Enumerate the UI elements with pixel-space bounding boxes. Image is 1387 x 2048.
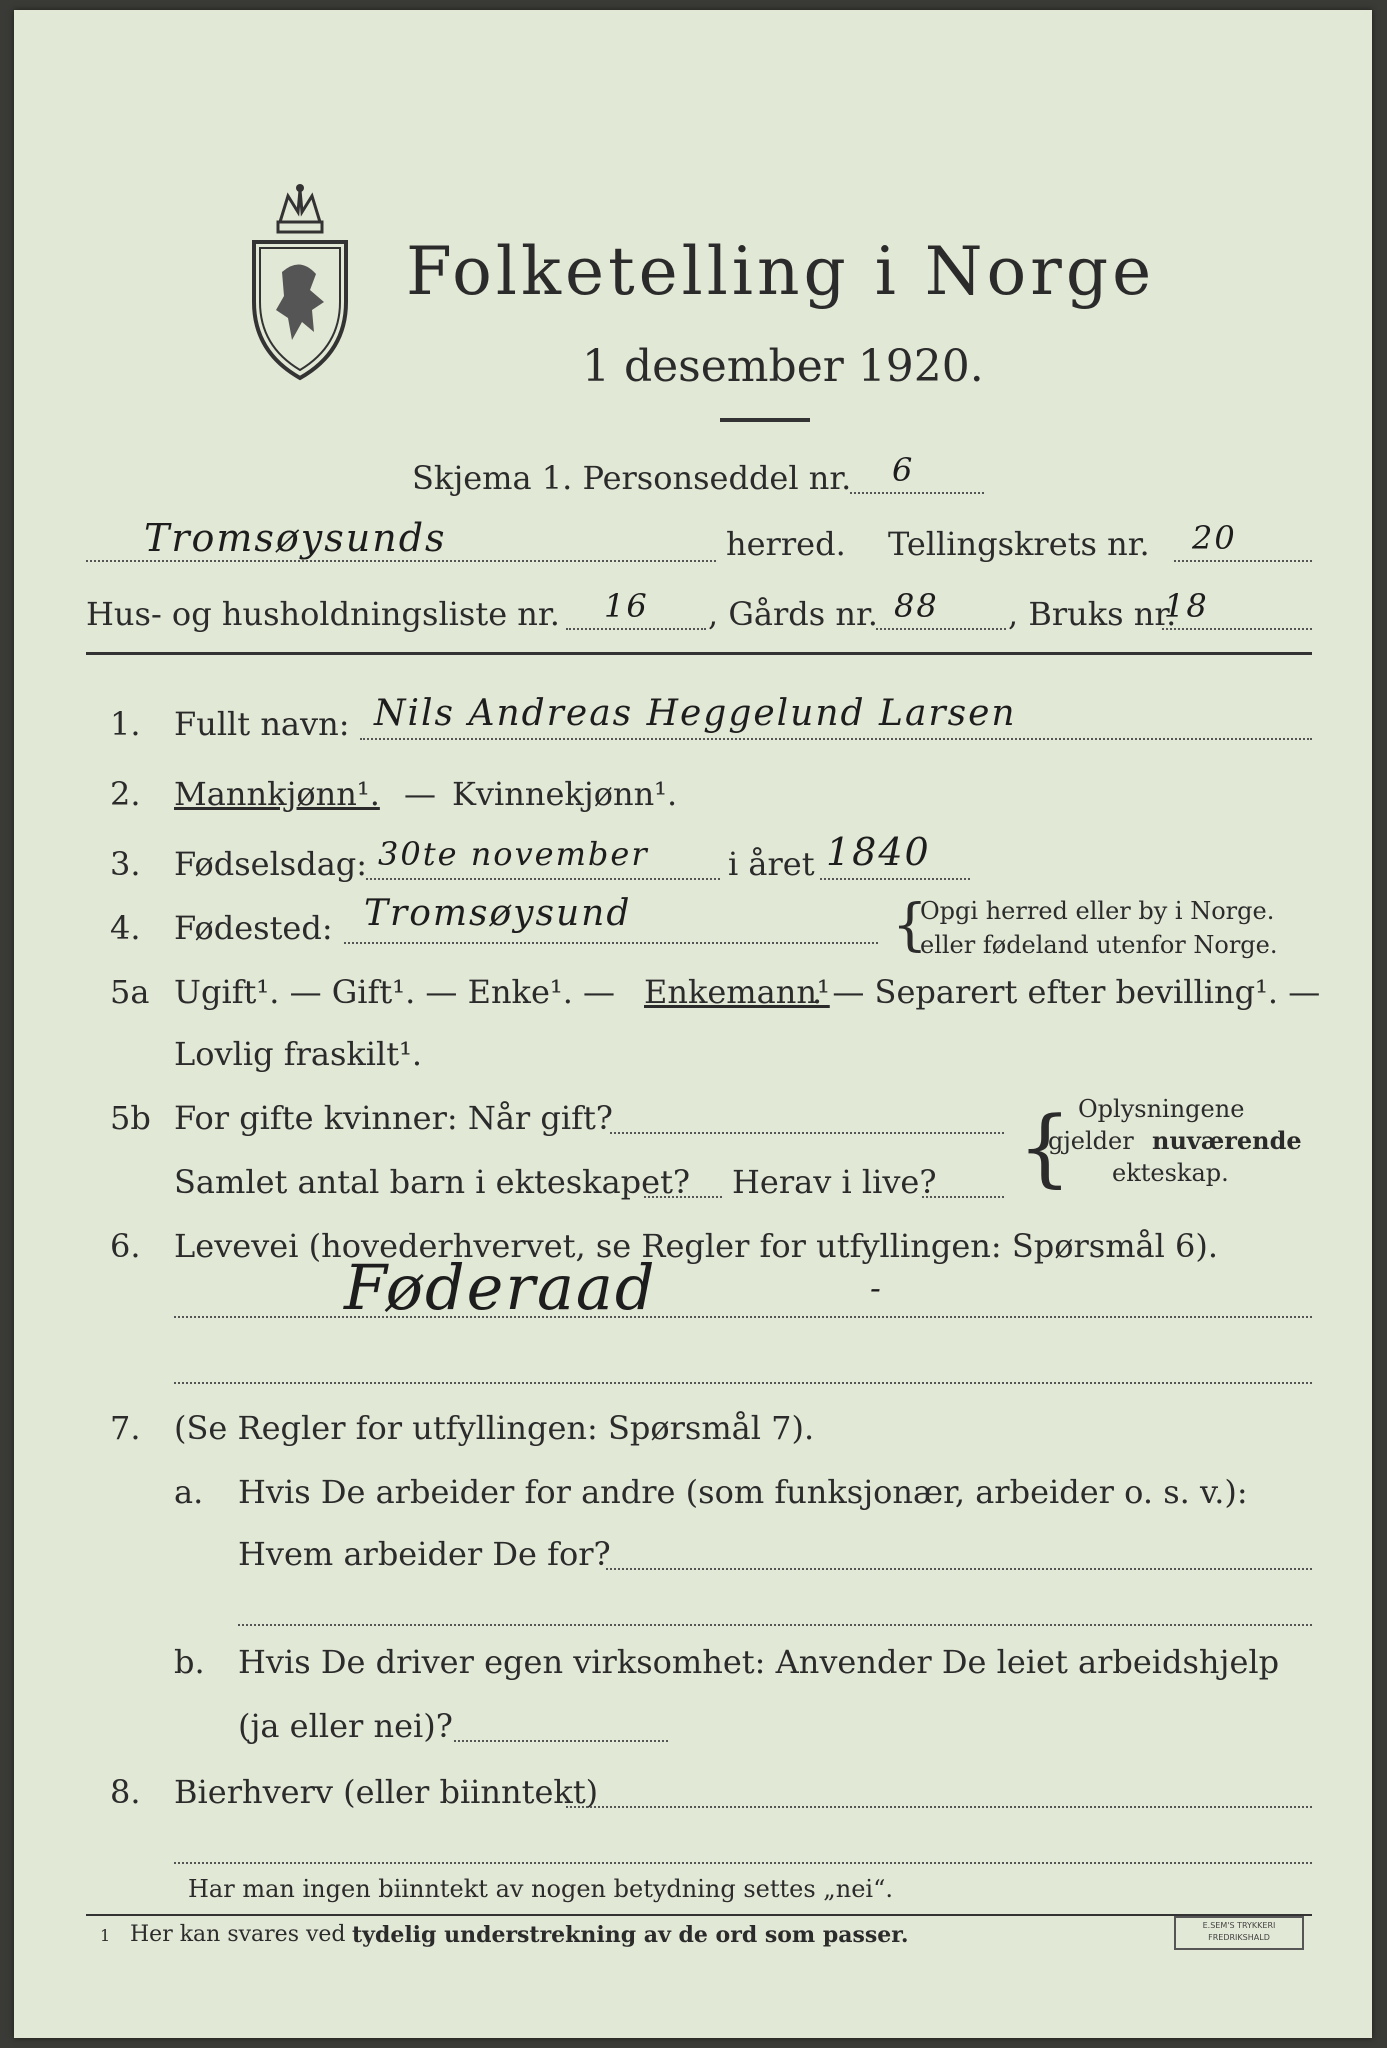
gards-label: , Gårds nr. xyxy=(708,595,878,633)
q7b-line xyxy=(454,1740,668,1742)
husliste-value: 16 xyxy=(604,587,649,625)
q5b-note-2b: nuværende xyxy=(1152,1126,1302,1155)
bruks-value: 18 xyxy=(1164,587,1209,625)
tellingskrets-line xyxy=(1174,560,1312,562)
footnote-text-1: Her kan svares ved xyxy=(130,1922,346,1947)
enkemann-option: Enkemann¹ xyxy=(644,973,830,1011)
q8-number: 8. xyxy=(110,1773,141,1811)
q8-label: Bierhverv (eller biinntekt) xyxy=(174,1773,599,1811)
personseddel-nr: 6 xyxy=(892,451,915,489)
q4-label: Fødested: xyxy=(174,909,333,947)
form-title: Folketelling i Norge xyxy=(406,233,1156,310)
norway-coat-of-arms-icon xyxy=(240,182,360,382)
q6-line-2 xyxy=(174,1382,1312,1384)
footnote-rule xyxy=(86,1914,1312,1916)
husliste-line xyxy=(566,628,706,630)
mannkjonn-option: Mannkjønn¹. xyxy=(174,775,380,813)
herred-line xyxy=(86,560,716,562)
q7a-text-2: Hvem arbeider De for? xyxy=(238,1535,611,1573)
herred-label: herred. xyxy=(726,525,846,563)
birth-place: Tromsøysund xyxy=(364,893,632,934)
aret-label: i året xyxy=(728,845,815,883)
q6-line-1 xyxy=(174,1316,1312,1318)
q3-number: 3. xyxy=(110,845,141,883)
birth-day: 30te november xyxy=(378,835,649,873)
q5a-number: 5a xyxy=(110,973,150,1011)
footnote-number: 1 xyxy=(100,1926,111,1945)
q7-label: (Se Regler for utfyllingen: Spørsmål 7). xyxy=(174,1409,815,1447)
q8-line-2 xyxy=(174,1862,1312,1864)
title-divider xyxy=(720,418,810,422)
q5b-when-married: For gifte kvinner: Når gift? xyxy=(174,1099,613,1137)
printer-stamp-line-1: E.SEM'S TRYKKERI xyxy=(1202,1921,1276,1930)
occupation: Føderaad xyxy=(344,1251,657,1324)
footnote-text-2: tydelig understrekning av de ord som passer. xyxy=(352,1922,909,1948)
bruks-line xyxy=(1162,628,1312,630)
q7b-letter: b. xyxy=(174,1643,205,1681)
q5a-options-3: Lovlig fraskilt¹. xyxy=(174,1035,423,1073)
aret-line xyxy=(820,878,970,880)
census-form xyxy=(14,10,1372,2038)
q5b-alive-line xyxy=(922,1196,1004,1198)
q6-label: Levevei (hovederhvervet, se Regler for utfyllingen: Spørsmål 6). xyxy=(174,1227,1219,1265)
tellingskrets-value: 20 xyxy=(1192,519,1237,557)
q5b-note-3: ekteskap. xyxy=(1112,1159,1229,1187)
q7a-line-2 xyxy=(238,1624,1312,1626)
q5b-brace: { xyxy=(1018,1098,1072,1196)
q1-line xyxy=(360,738,1312,740)
q5b-alive-label: Herav i live? xyxy=(732,1163,937,1201)
full-name: Nils Andreas Heggelund Larsen xyxy=(374,693,1017,734)
q7a-text-1: Hvis De arbeider for andre (som funksjonær, arbeider o. s. v.): xyxy=(238,1473,1248,1511)
header-rule xyxy=(86,652,1312,655)
tellingskrets-label: Tellingskrets nr. xyxy=(888,525,1150,563)
q8-line-1 xyxy=(566,1806,1312,1808)
q7-number: 7. xyxy=(110,1409,141,1447)
herred-value: Tromsøysunds xyxy=(144,516,447,560)
q5a-options-1: Ugift¹. — Gift¹. — Enke¹. — xyxy=(174,973,616,1011)
q5b-children-line xyxy=(644,1196,722,1198)
skjema-line xyxy=(850,492,984,494)
q3-label: Fødselsdag: xyxy=(174,845,368,883)
q3-line xyxy=(366,878,720,880)
printer-stamp-line-2: FREDRIKSHALD xyxy=(1208,1933,1270,1942)
q4-number: 4. xyxy=(110,909,141,947)
q4-line xyxy=(344,942,878,944)
q2-number: 2. xyxy=(110,775,141,813)
q1-number: 1. xyxy=(110,705,141,743)
q2-separator: — xyxy=(404,775,436,813)
q7b-text-1: Hvis De driver egen virksomhet: Anvender De leiet arbeidshjelp xyxy=(238,1643,1280,1681)
q1-label: Fullt navn: xyxy=(174,705,350,743)
q5a-options-2: . — Separert efter bevilling¹. — xyxy=(812,973,1321,1011)
birth-year: 1840 xyxy=(826,830,931,874)
kvinnekjonn-option: Kvinnekjønn¹. xyxy=(452,775,678,813)
occupation-dash: - xyxy=(870,1269,883,1307)
gards-value: 88 xyxy=(894,587,939,625)
skjema-label: Skjema 1. Personseddel nr. xyxy=(412,459,852,497)
printer-stamp xyxy=(1174,1916,1304,1950)
q4-note-2: eller fødeland utenfor Norge. xyxy=(920,931,1278,959)
q5b-note-1: Oplysningene xyxy=(1078,1095,1245,1123)
q6-number: 6. xyxy=(110,1227,141,1265)
q5b-note-2a: gjelder xyxy=(1048,1127,1134,1155)
q5b-number: 5b xyxy=(110,1099,151,1137)
q4-note-1: Opgi herred eller by i Norge. xyxy=(920,897,1275,925)
q5b-when-line xyxy=(610,1132,1004,1134)
q7a-letter: a. xyxy=(174,1473,204,1511)
no-income-note: Har man ingen biinntekt av nogen betydning settes „nei“. xyxy=(188,1875,893,1903)
q5b-children-label: Samlet antal barn i ekteskapet? xyxy=(174,1163,691,1201)
gards-line xyxy=(876,628,1006,630)
q4-brace: { xyxy=(892,893,928,958)
census-date: 1 desember 1920. xyxy=(582,341,984,392)
q7b-text-2: (ja eller nei)? xyxy=(238,1707,453,1745)
q7a-line-1 xyxy=(606,1568,1312,1570)
bruks-label: , Bruks nr. xyxy=(1008,595,1177,633)
husliste-label: Hus- og husholdningsliste nr. xyxy=(86,595,560,633)
